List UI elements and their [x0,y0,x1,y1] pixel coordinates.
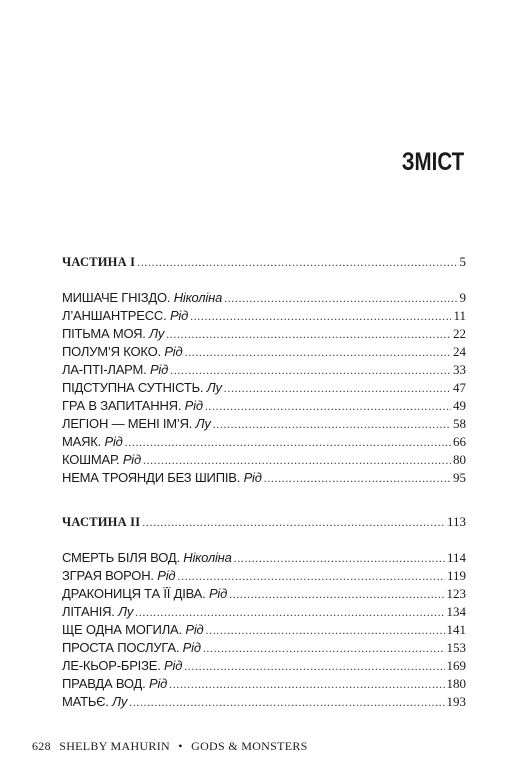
part-label: ЧАСТИНА ІІ [62,515,141,529]
running-footer [32,739,313,754]
leader-dots [129,693,444,711]
page-number: 95 [453,470,466,485]
chapter-author: Рід [104,434,123,449]
chapter-title: ЗГРАЯ ВОРОН. [62,568,154,583]
chapter-title: Л’АНШАНТРЕСС. [62,308,167,323]
chapter-author: Рід [149,676,168,691]
toc-entry[interactable] [62,397,466,415]
toc-part-2[interactable] [62,513,466,531]
leader-dots [184,343,451,361]
leader-dots [143,451,451,469]
chapter-author: Рід [164,658,183,673]
chapter-author: Ніколіна [183,550,232,565]
footer-book-title: GODS & MONSTERS [191,739,308,753]
chapter-author: Рід [184,398,203,413]
page-number: 80 [453,452,466,467]
chapter-title: МАТЬЄ. [62,694,109,709]
chapter-title: ЛА-ПТІ-ЛАРМ. [62,362,147,377]
toc-entry[interactable] [62,621,466,639]
chapter-title: СМЕРТЬ БІЛЯ ВОД. [62,550,180,565]
toc-entry[interactable] [62,567,466,585]
leader-dots [224,379,451,397]
page-number: 113 [446,514,466,529]
chapter-title: ДРАКОНИЦЯ ТА ЇЇ ДІВА. [62,586,206,601]
toc-entry[interactable] [62,675,466,693]
toc-entry[interactable] [62,415,466,433]
page-number: 153 [446,640,466,655]
chapter-title: ПРОСТА ПОСЛУГА. [62,640,180,655]
chapter-author: Рід [149,362,169,377]
leader-dots [166,325,451,343]
chapter-author: Рід [169,308,189,323]
leader-dots [137,253,457,271]
page-number: 11 [453,308,466,323]
footer-author: SHELBY MAHURIN [59,739,170,753]
leader-dots [184,657,444,675]
leader-dots [142,513,445,531]
chapter-title: НЕМА ТРОЯНДИ БЕЗ ШИПІВ. [62,470,241,485]
chapter-author: Лу [118,604,134,619]
chapter-title: ПІТЬМА МОЯ. [62,326,146,341]
leader-dots [234,549,445,567]
page-number: 9 [459,290,466,305]
page-number: 123 [446,586,466,601]
chapter-author: Рід [157,568,176,583]
toc-entry[interactable] [62,549,466,567]
page-number: 47 [453,380,466,395]
chapter-author: Лу [195,416,211,431]
leader-dots [177,567,445,585]
toc-part-1[interactable] [62,253,466,271]
page-number: 24 [453,344,466,359]
toc-entry[interactable] [62,639,466,657]
leader-dots [264,469,451,487]
leader-dots [213,415,451,433]
chapter-title: ПОЛУМ’Я КОКО. [62,344,161,359]
toc-entry[interactable] [62,585,466,603]
page-number: 114 [446,550,466,565]
leader-dots [203,639,445,657]
leader-dots [190,307,451,325]
chapter-author: Лу [149,326,165,341]
page-number: 49 [453,398,466,413]
chapter-title: ПРАВДА ВОД. [62,676,146,691]
chapter-title: МАЯК. [62,434,102,449]
page-number: 193 [446,694,466,709]
chapter-author: Рід [164,344,183,359]
chapter-author: Рід [185,622,204,637]
chapter-author: Рід [122,452,141,467]
part-label: ЧАСТИНА І [62,255,136,269]
leader-dots [170,361,451,379]
toc-entry[interactable] [62,307,466,325]
toc-entry[interactable] [62,343,466,361]
page-number: 180 [446,676,466,691]
page-number: 66 [453,434,466,449]
chapter-author: Рід [243,470,262,485]
page-number: 58 [453,416,466,431]
page-number: 119 [446,568,466,583]
leader-dots [229,585,444,603]
toc-entry[interactable] [62,469,466,487]
page-number: 169 [446,658,466,673]
footer-page-number: 628 [32,739,51,753]
leader-dots [125,433,451,451]
toc-entry[interactable] [62,451,466,469]
page-number: 5 [459,254,466,269]
chapter-author: Рід [182,640,201,655]
leader-dots [205,397,451,415]
toc-entry[interactable] [62,433,466,451]
page-title: ЗМІСТ [401,148,464,176]
leader-dots [224,289,457,307]
page-number: 141 [446,622,466,637]
chapter-title: ЩЕ ОДНА МОГИЛА. [62,622,182,637]
toc-entry[interactable] [62,289,466,307]
leader-dots [169,675,444,693]
chapter-author: Лу [112,694,128,709]
chapter-title: ЛЕ-КЬОР-БРІЗЕ. [62,658,161,673]
toc-entry[interactable] [62,657,466,675]
chapter-author: Ніколіна [173,290,223,305]
page-number: 134 [446,604,466,619]
toc-entry[interactable] [62,693,466,711]
chapter-title: ГРА В ЗАПИТАННЯ. [62,398,182,413]
leader-dots [206,621,445,639]
page-number: 22 [453,326,466,341]
chapter-author: Лу [206,380,222,395]
toc-entry[interactable] [62,325,466,343]
chapter-title: КОШМАР. [62,452,120,467]
chapter-title: ЛЕГІОН — МЕНІ ІМ’Я. [62,416,193,431]
leader-dots [135,603,444,621]
chapter-title: МИШАЧЕ ГНІЗДО. [62,290,171,305]
page-number: 33 [453,362,466,377]
chapter-title: ЛІТАНІЯ. [62,604,115,619]
toc-entry[interactable] [62,361,466,379]
chapter-author: Рід [208,586,228,601]
chapter-title: ПІДСТУПНА СУТНІСТЬ. [62,380,204,395]
toc-entry[interactable] [62,379,466,397]
toc-entry[interactable] [62,603,466,621]
footer-separator: • [178,739,183,753]
